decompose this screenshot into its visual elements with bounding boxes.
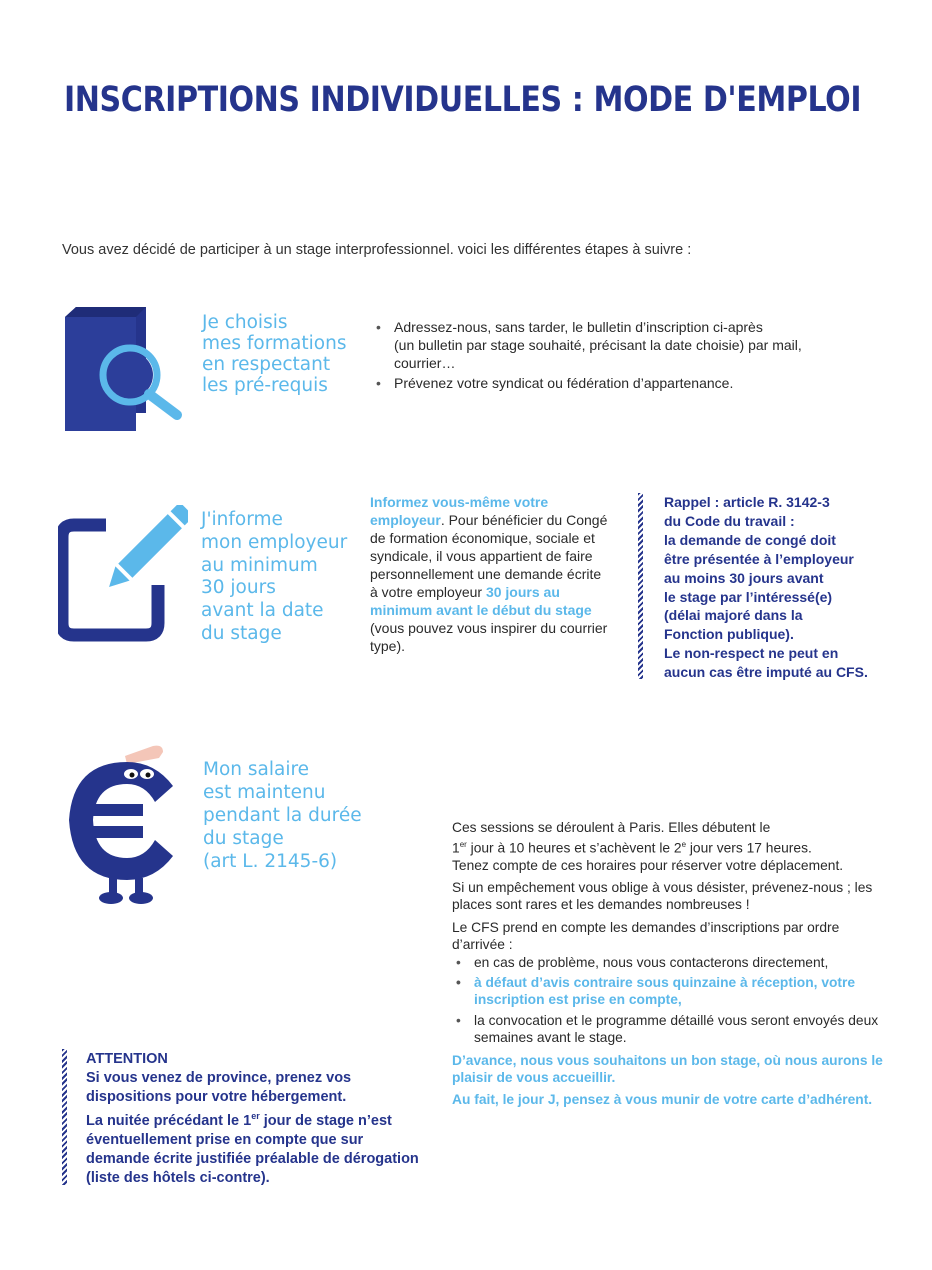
step2-label-line: avant la date (201, 600, 324, 622)
step1-label-line: Je choisis (202, 312, 288, 333)
closing-text-2: Au fait, le jour J, pensez à vous munir de votre carte d’adhérent. (452, 1092, 873, 1108)
page-title: INSCRIPTIONS INDIVIDUELLES : MODE D'EMPLOI (64, 80, 862, 120)
step3-label-line: (art L. 2145-6) (203, 851, 338, 872)
text-span: jour de stage n’est éventuellement prise en compte que sur demande écrite justifiée préalable de dérogation (liste des hôtels ci-contre). (86, 1112, 419, 1186)
body-text: (vous pouvez vous inspirer du courrier type). (370, 620, 608, 654)
list-item: • la convocation et le programme détaillé vous seront envoyés deux semaines avant le stage. (452, 1012, 892, 1046)
list-item (372, 318, 892, 372)
sessions-info (452, 819, 892, 1114)
superscript: er (459, 840, 467, 850)
body-text: . Pour bénéficier du Congé de formation économique, sociale et syndicale, il vous appartient de faire personnellement une demande écrite à votre employeur (370, 512, 608, 600)
text-span: Ces sessions se déroulent à Paris. Elles débutent le (452, 820, 771, 835)
text-span: Tenez compte de ces horaires pour réserver votre déplacement. (452, 858, 844, 873)
highlight-text: Informez vous-même votre employeur (370, 494, 549, 528)
reminder-line: aucun cas être imputé au CFS. (664, 664, 868, 681)
step2-text (370, 493, 610, 655)
step1-bullets (372, 318, 892, 392)
reminder-line: Rappel : article R. 3142-3 (664, 494, 830, 510)
closing-text-1: D’avance, nous vous souhaitons un bon stage, où nous aurons le plaisir de vous accueillir. (452, 1053, 883, 1086)
sessions-paragraph-3: Le CFS prend en compte les demandes d’inscriptions par ordre d’arrivée : (452, 919, 840, 952)
step3-label-line: est maintenu (203, 782, 326, 803)
step2-label-line: J'informe (201, 509, 283, 530)
text-span: jour à 10 heures et s’achèvent le 2 (466, 840, 682, 856)
attention-text: Si vous venez de province, prenez vos dispositions pour votre hébergement. (86, 1070, 352, 1105)
reminder-line: du Code du travail : (664, 512, 795, 529)
reminder-line: être présentée à l’employeur (664, 550, 854, 567)
superscript: er (251, 1111, 260, 1121)
attention-text (86, 1107, 426, 1188)
list-item (372, 374, 892, 392)
reminder-line: la demande de congé doit (664, 531, 836, 548)
list-item: • en cas de problème, nous vous contacterons directement, (452, 954, 892, 971)
text-span: 1 (452, 840, 460, 856)
step1-label-line: en respectant (202, 354, 331, 375)
book-search-icon (60, 305, 185, 435)
intro-text: Vous avez décidé de participer à un stage interprofessionnel. voici les différentes étapes à suivre : (62, 242, 692, 258)
step1-label-line: mes formations (202, 333, 347, 354)
attention-heading: ATTENTION (86, 1051, 168, 1067)
sessions-paragraph-2: Si un empêchement vous oblige à vous désister, prévenez-nous ; les places sont rares et les demandes nombreuses ! (452, 880, 873, 913)
reminder-line: au moins 30 jours avant (664, 569, 824, 586)
step2-label-line: 30 jours (201, 577, 276, 599)
text-span: jour vers 17 heures. (686, 840, 812, 856)
reminder-line: Le non-respect ne peut en (664, 645, 839, 662)
step3-label-line: pendant la durée (203, 805, 362, 826)
step3-label-line: Mon salaire (203, 759, 310, 780)
step1-label-line: les pré-requis (202, 375, 328, 396)
edit-pencil-icon (58, 505, 188, 645)
step2-label-line: mon employeur (201, 531, 348, 553)
list-item: • à défaut d’avis contraire sous quinzaine à réception, votre inscription est prise en compte, (452, 974, 892, 1008)
hatch-border (62, 1049, 67, 1185)
bullet-line: • Prévenez votre syndicat ou fédération d’appartenance. (394, 375, 734, 391)
sessions-bullets (452, 954, 892, 1046)
text-span: La nuitée précédant le 1 (86, 1112, 252, 1129)
sessions-paragraph-1 (452, 819, 892, 874)
reminder-line: Fonction publique). (664, 626, 794, 643)
bullet-line: • Adressez-nous, sans tarder, le bulletin d’inscription ci-après (394, 319, 763, 335)
highlight-text: 30 jours au minimum avant le début du stage (370, 584, 592, 618)
reminder-box (664, 493, 914, 682)
step2-label (201, 509, 347, 646)
step2-label-line: au minimum (201, 554, 318, 576)
euro-mascot-icon (55, 740, 190, 910)
hatch-border (638, 493, 643, 679)
reminder-line: le stage par l’intéressé(e) (664, 588, 833, 605)
step1-label (202, 312, 346, 396)
bullet-line: courrier… (394, 355, 456, 371)
superscript: e (681, 840, 687, 850)
step2-label-line: du stage (201, 622, 282, 644)
step3-label (203, 758, 362, 873)
reminder-line: (délai majoré dans la (664, 607, 803, 624)
attention-box (86, 1050, 426, 1188)
step3-label-line: du stage (203, 828, 284, 849)
bullet-line: (un bulletin par stage souhaité, précisant la date choisie) par mail, (394, 337, 802, 353)
